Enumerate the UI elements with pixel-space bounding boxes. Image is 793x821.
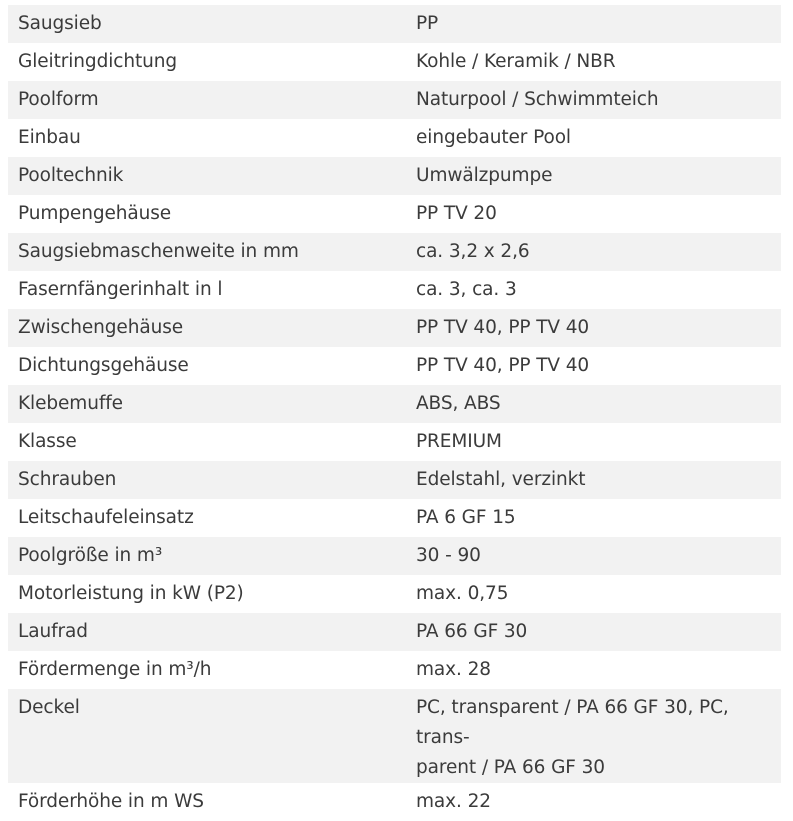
spec-label: Klasse [8, 423, 405, 461]
spec-value: max. 0,75 [405, 575, 781, 613]
table-row [8, 5, 781, 43]
spec-value: max. 28 [405, 651, 781, 689]
table-row [8, 157, 781, 195]
table-row [8, 347, 781, 385]
spec-label: Poolgröße in m³ [8, 537, 405, 575]
table-row [8, 689, 781, 783]
spec-label: Fasernfängerinhalt in l [8, 271, 405, 309]
spec-label: Gleitringdichtung [8, 43, 405, 81]
spec-label: Poolform [8, 81, 405, 119]
table-row [8, 43, 781, 81]
spec-value: max. 22 [405, 783, 781, 821]
spec-label: Klebemuffe [8, 385, 405, 423]
spec-table [8, 5, 781, 821]
spec-value: ABS, ABS [405, 385, 781, 423]
table-row [8, 423, 781, 461]
spec-value: PA 66 GF 30 [405, 613, 781, 651]
table-row [8, 385, 781, 423]
table-row [8, 233, 781, 271]
spec-value: eingebauter Pool [405, 119, 781, 157]
table-row [8, 119, 781, 157]
spec-label: Saugsiebmaschenweite in mm [8, 233, 405, 271]
spec-label: Saugsieb [8, 5, 405, 43]
spec-value: PP TV 40, PP TV 40 [405, 309, 781, 347]
table-row [8, 537, 781, 575]
spec-label: Dichtungsgehäuse [8, 347, 405, 385]
spec-label: Fördermenge in m³/h [8, 651, 405, 689]
table-row [8, 613, 781, 651]
spec-value: Umwälzpumpe [405, 157, 781, 195]
spec-label: Pumpengehäuse [8, 195, 405, 233]
spec-label: Leitschaufeleinsatz [8, 499, 405, 537]
spec-label: Einbau [8, 119, 405, 157]
table-row [8, 81, 781, 119]
spec-label: Förderhöhe in m WS [8, 783, 405, 821]
spec-value: Kohle / Keramik / NBR [405, 43, 781, 81]
spec-value [405, 689, 781, 783]
spec-label: Motorleistung in kW (P2) [8, 575, 405, 613]
spec-value: PREMIUM [405, 423, 781, 461]
table-row [8, 651, 781, 689]
spec-label: Zwischengehäuse [8, 309, 405, 347]
spec-label: Pooltechnik [8, 157, 405, 195]
spec-value: ca. 3, ca. 3 [405, 271, 781, 309]
spec-value: PP TV 40, PP TV 40 [405, 347, 781, 385]
spec-label: Deckel [8, 689, 405, 783]
spec-value: PP TV 20 [405, 195, 781, 233]
spec-label: Laufrad [8, 613, 405, 651]
spec-label: Schrauben [8, 461, 405, 499]
spec-value: PP [405, 5, 781, 43]
spec-value: PA 6 GF 15 [405, 499, 781, 537]
spec-value: ca. 3,2 x 2,6 [405, 233, 781, 271]
spec-value: Edelstahl, verzinkt [405, 461, 781, 499]
table-row [8, 195, 781, 233]
table-row [8, 461, 781, 499]
spec-value-line: PC, transparent / PA 66 GF 30, PC, trans- [416, 697, 729, 748]
table-row [8, 575, 781, 613]
spec-value: Naturpool / Schwimmteich [405, 81, 781, 119]
spec-value-line: parent / PA 66 GF 30 [416, 757, 605, 778]
table-row [8, 309, 781, 347]
table-row [8, 271, 781, 309]
spec-value: 30 - 90 [405, 537, 781, 575]
table-row [8, 783, 781, 821]
table-row [8, 499, 781, 537]
